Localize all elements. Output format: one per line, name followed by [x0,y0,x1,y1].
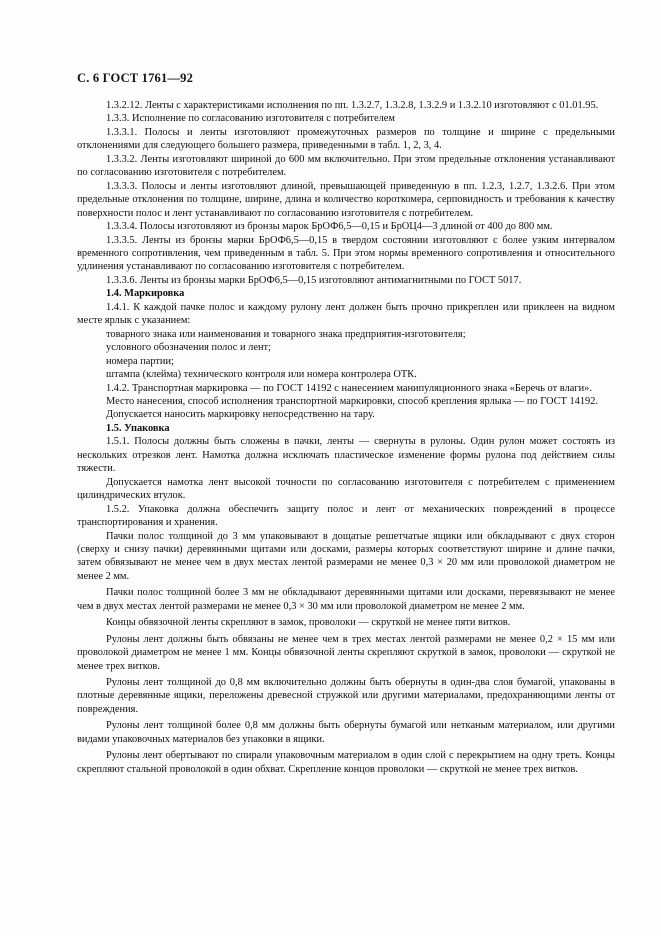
paragraph: Рулоны лент должны быть обвязаны не менее чем в трех местах лентой размерами не менее 0,2 × 15 мм или проволокой диаметром не менее 1 мм. Концы обвязочной ленты скрепляют скруткой в замок, проволоки — скруткой не менее трех витков. [77,633,615,672]
paragraph: Допускается намотка лент высокой точности по согласованию изготовителя с потребителем с применением цилиндрических втулок. [77,476,615,502]
paragraph: 1.3.3.4. Полосы изготовляют из бронзы марок БрОФ6,5—0,15 и БрОЦ4—3 длиной от 400 до 800 мм. [106,221,553,233]
paragraph: Пачки полос толщиной более 3 мм не обкладывают деревянными щитами или досками, перевязывают не менее чем в двух местах лентой размерами не менее 0,3 × 30 мм или проволокой диаметром не менее 2 мм. [77,587,615,612]
paragraph: 1.3.3.3. Полосы и ленты изготовляют длиной, превышающей приведенную в пп. 1.2.3, 1.2.7, 1.3.2.6. При этом предельные отклонения по толщине, ширине, длина и количество короткомера, серповидность и требования к качеству поверхности полос и лент устанавливают по согласованию изготовителя с потребителем. [77,180,615,219]
paragraph: Концы обвязочной ленты скрепляют в замок, проволоки — скруткой не менее пяти витков. [106,617,511,629]
paragraph: Рулоны лент толщиной до 0,8 мм включительно должны быть обернуты в один-два слоя бумагой, упакованы в плотные деревянные ящики, переложены древесной стружкой или другими материалами, предохраняющими ленты от повреждения. [77,677,615,715]
section-heading-packing: 1.5. Упаковка [106,422,170,434]
paragraph: 1.3.3. Исполнение по согласованию изготовителя с потребителем [106,113,395,125]
paragraph: Пачки полос толщиной до 3 мм упаковывают в дощатые решетчатые ящики или обкладывают с двух сторон (сверху и снизу пачки) деревянными щитами или досками, размеры которых соответствуют ширине и длине пачки, затем обвязывают не менее чем в двух местах лентой размерами не менее 0,3 × 20 мм или проволокой диаметром не менее 2 мм. [77,530,615,582]
paragraph: Рулоны лент обертывают по спирали упаковочным материалом в один слой с перекрытием на одну треть. Концы скрепляют стальной проволокой в один обхват. Скрепление концов проволоки — скруткой не менее трех витков. [77,750,615,775]
paragraph: 1.3.3.6. Ленты из бронзы марки БрОФ6,5—0,15 изготовляют антимагнитными по ГОСТ 5017. [106,274,522,286]
body-text [77,99,615,776]
paragraph: Место нанесения, способ исполнения транспортной маркировки, способ крепления ярлыка — по ГОСТ 14192. [106,395,599,407]
list-item: номера партии; [106,355,174,367]
paragraph: Допускается наносить маркировку непосредственно на тару. [106,409,375,421]
page-header: С. 6 ГОСТ 1761—92 [77,71,194,85]
list-item: штампа (клейма) технического контроля или номера контролера ОТК. [106,369,417,381]
paragraph: 1.3.3.5. Ленты из бронзы марки БрОФ6,5—0,15 в твердом состоянии изготовляют с более узким интервалом временного сопротивления, чем приведенным в табл. 5. При этом нормы временного сопротивления и относительного удлинения устанавливают по согласованию изготовителя с потребителем. [77,234,615,273]
paragraph: 1.4.2. Транспортная маркировка — по ГОСТ 14192 с нанесением манипуляционного знака «Беречь от влаги». [106,382,592,394]
paragraph: 1.4.1. К каждой пачке полос и каждому рулону лент должен быть прочно прикреплен или приклеен на видном месте ярлык с указанием: [77,301,615,327]
paragraph: 1.5.1. Полосы должны быть сложены в пачки, ленты — свернуты в рулоны. Один рулон может состоять из нескольких отрезков лент. Намотка должна исключать пластическое изменение формы рулона под действием силы тяжести. [77,436,615,475]
paragraph: 1.3.3.1. Полосы и ленты изготовляют промежуточных размеров по толщине и ширине с предельными отклонениями для следующего большего размера, приведенными в табл. 1, 2, 3, 4. [77,126,615,152]
paragraph: 1.5.2. Упаковка должна обеспечить защиту полос и лент от механических повреждений в процессе транспортирования и хранения. [77,503,615,529]
list-item: товарного знака или наименования и товарного знака предприятия-изготовителя; [106,328,466,340]
paragraph: Рулоны лент толщиной более 0,8 мм должны быть обернуты бумагой или нетканым материалом, или другими видами упаковочных материалов без упаковки в ящики. [77,720,615,745]
paragraph: 1.3.3.2. Ленты изготовляют шириной до 600 мм включительно. При этом предельные отклонения устанавливают по согласованию изготовителя с потребителем. [77,153,615,179]
list-item: условного обозначения полос и лент; [106,342,271,354]
paragraph: 1.3.2.12. Ленты с характеристиками исполнения по пп. 1.3.2.7, 1.3.2.8, 1.3.2.9 и 1.3.2.10 изготовляют с 01.01.95. [106,100,599,111]
section-heading-marking: 1.4. Маркировка [106,288,185,300]
